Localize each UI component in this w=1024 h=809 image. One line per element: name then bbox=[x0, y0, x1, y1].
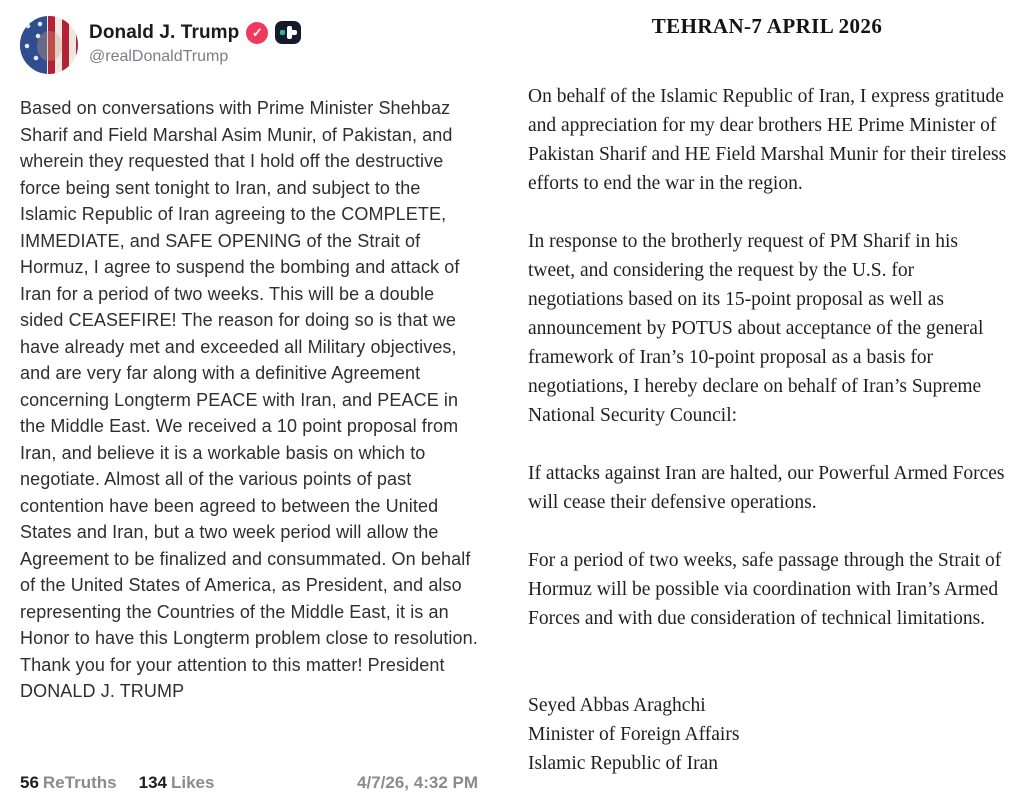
retruths-stat[interactable] bbox=[20, 773, 117, 793]
signatory-name: Seyed Abbas Araghchi bbox=[528, 695, 706, 716]
author-display-name[interactable]: Donald J. Trump bbox=[89, 21, 240, 43]
author-block bbox=[89, 16, 301, 66]
statement-paragraph: On behalf of the Islamic Republic of Iran, I express gratitude and appreciation for my dear brothers HE Prime Minister of Pakistan Sharif and HE Field Marshal Munir for their tireless efforts to end the war in the region. bbox=[528, 86, 1007, 194]
likes-stat[interactable] bbox=[139, 773, 215, 793]
post-footer bbox=[20, 773, 478, 793]
post-body-text: Based on conversations with Prime Minister Shehbaz Sharif and Field Marshal Asim Munir, of Pakistan, and wherein they requested that I hold off the destructive force being sent tonight to Iran, and subject to the Islamic Republic of Iran agreeing to the COMPLETE, IMMEDIATE, and SAFE OPENING of the Strait of Hormuz, I agree to suspend the bombing and attack of Iran for a period of two weeks. This will be a double sided CEASEFIRE! The reason for doing so is that we have already met and exceeded all Military objectives, and are very far along with a definitive Agreement concerning Longterm PEACE with Iran, and PEACE in the Middle East. We received a 10 point proposal from Iran, and believe it is a workable basis on which to negotiate. Almost all of the various points of past contention have been agreed to between the United States and Iran, but a two week period will allow the Agreement to be finalized and consummated. On behalf of the United States of America, as President, and also representing the Countries of the Middle East, it is an Honor to have this Longterm problem close to resolution. Thank you for your attention to this matter! President DONALD J. TRUMP bbox=[20, 98, 478, 701]
post-timestamp: 4/7/26, 4:32 PM bbox=[357, 773, 478, 792]
author-handle[interactable]: @realDonaldTrump bbox=[89, 48, 229, 65]
signatory-title: Minister of Foreign Affairs bbox=[528, 724, 740, 745]
truth-social-post bbox=[0, 0, 500, 809]
retruths-label: ReTruths bbox=[42, 773, 117, 792]
signature-block bbox=[528, 691, 1006, 778]
statement-paragraph: If attacks against Iran are halted, our Powerful Armed Forces will cease their defensive operations. bbox=[528, 463, 1005, 513]
signatory-country: Islamic Republic of Iran bbox=[528, 753, 719, 774]
post-header bbox=[20, 16, 478, 74]
verified-badge-icon: ✓ bbox=[246, 22, 268, 44]
likes-count: 134 bbox=[138, 773, 167, 792]
statement-paragraph: In response to the brotherly request of PM Sharif in his tweet, and considering the request by the U.S. for negotiations based on its 15-point proposal as well as announcement by POTUS about acceptance of the general framework of Iran’s 10-point proposal as a basis for negotiations, I hereby declare on behalf of Iran’s Supreme National Security Council: bbox=[528, 231, 984, 426]
truth-plus-badge-icon bbox=[275, 21, 301, 44]
avatar[interactable] bbox=[20, 16, 78, 74]
retruths-count: 56 bbox=[20, 773, 39, 792]
statement-paragraph: For a period of two weeks, safe passage through the Strait of Hormuz will be possible via coordination with Iran’s Armed Forces and with due consideration of technical limitations. bbox=[528, 550, 1002, 629]
statement-document bbox=[500, 0, 1024, 809]
statement-title: TEHRAN-7 APRIL 2026 bbox=[651, 14, 883, 38]
likes-label: Likes bbox=[170, 773, 215, 792]
